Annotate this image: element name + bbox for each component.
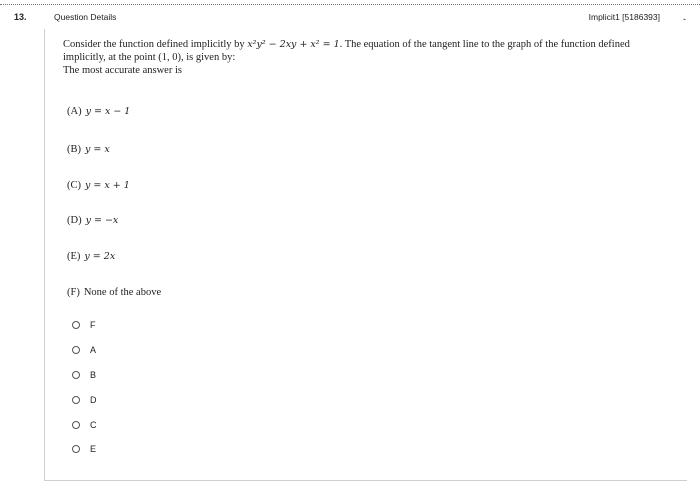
problem-text-a: Consider the function defined implicitly by (63, 39, 248, 50)
option-label[interactable]: B (90, 370, 97, 380)
choice-c (67, 180, 130, 191)
question-dash: - (683, 14, 686, 24)
top-divider (0, 4, 700, 5)
choice-letter: (C) (67, 180, 81, 191)
answer-option-c[interactable] (72, 418, 97, 432)
choice-text: None of the above (83, 287, 162, 298)
radio-button[interactable] (72, 346, 80, 354)
choice-e (67, 251, 115, 262)
question-panel (44, 29, 687, 481)
answer-option-d[interactable] (72, 393, 97, 407)
choice-expression: y = x (85, 144, 110, 155)
choice-letter: (A) (67, 106, 82, 117)
answer-option-a[interactable] (72, 343, 96, 357)
option-label[interactable]: A (90, 345, 97, 355)
choice-expression: y = x − 1 (85, 106, 131, 117)
radio-button[interactable] (72, 371, 80, 379)
answer-option-b[interactable] (72, 368, 96, 382)
choice-expression: y = x + 1 (85, 180, 130, 191)
option-label[interactable]: F (90, 320, 96, 330)
choice-d (67, 215, 118, 226)
option-label[interactable]: E (90, 444, 97, 454)
choice-letter: (D) (67, 215, 82, 226)
question-id: Implicit1 [5186393] (588, 12, 660, 22)
problem-text-b: . The equation of the tangent line to the graph of the function defined implicitly, at the point (63, 39, 630, 63)
problem-prompt: The most accurate answer is (63, 65, 182, 76)
problem-point: (1, 0) (158, 52, 182, 63)
option-label[interactable]: D (90, 395, 97, 405)
problem-text-c: , is given by: (181, 52, 236, 63)
problem-equation: x²y² − 2xy + x² = 1 (247, 39, 340, 50)
choice-expression: y = −x (85, 215, 119, 226)
radio-button[interactable] (72, 445, 80, 453)
question-number: 13. (14, 12, 27, 22)
choice-letter: (F) (67, 287, 80, 298)
answer-option-e[interactable] (72, 442, 96, 456)
choice-a (67, 106, 130, 117)
choice-letter: (E) (67, 251, 81, 262)
radio-button[interactable] (72, 421, 80, 429)
radio-button[interactable] (72, 396, 80, 404)
option-label[interactable]: C (90, 420, 97, 430)
choice-expression: y = 2x (84, 251, 116, 262)
question-details-link[interactable]: Question Details (54, 12, 117, 22)
choice-b (67, 144, 110, 155)
choice-letter: (B) (67, 144, 81, 155)
answer-option-f[interactable] (72, 318, 96, 332)
choice-f (67, 287, 161, 298)
radio-button[interactable] (72, 321, 80, 329)
problem-statement (63, 38, 653, 77)
